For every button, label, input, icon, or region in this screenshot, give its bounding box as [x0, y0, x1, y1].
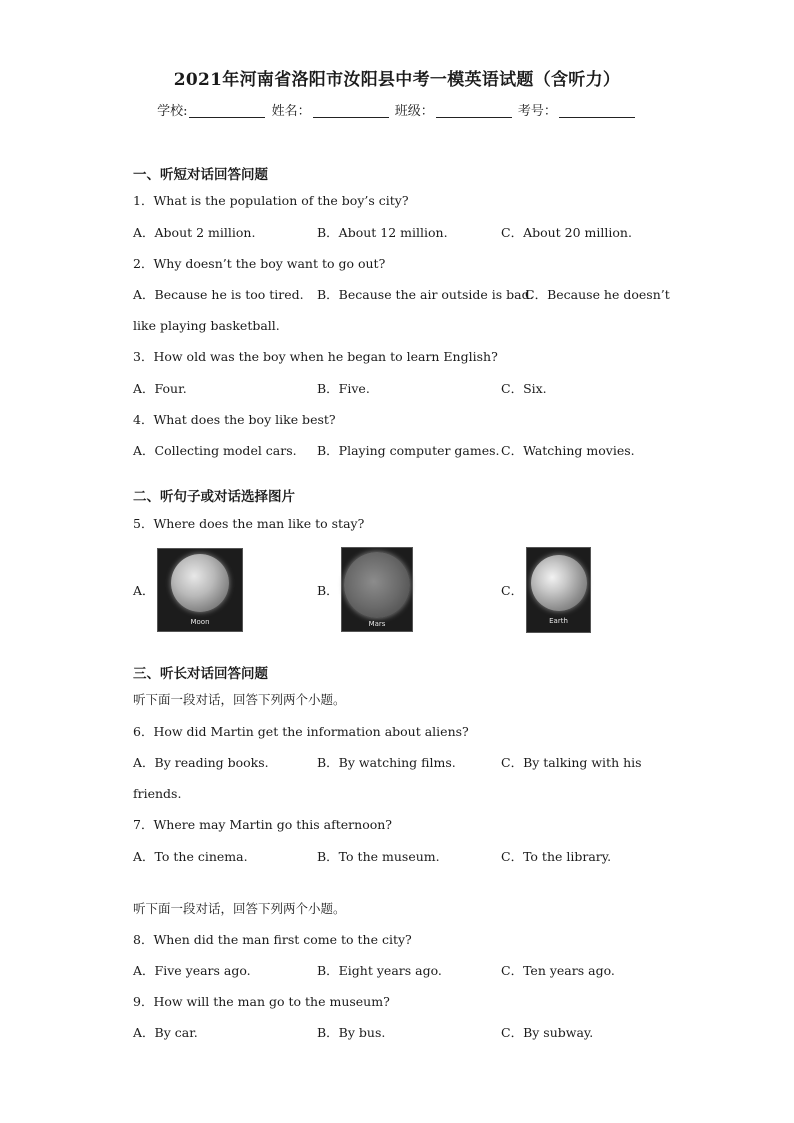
- q3-option-b[interactable]: B．Five.: [317, 381, 370, 396]
- question-9: 9．How will the man go to the museum?: [133, 994, 390, 1009]
- section-heading: 三、听长对话回答问题: [133, 666, 268, 682]
- student-info-line: [0, 102, 794, 122]
- q7-option-a[interactable]: A．To the cinema.: [133, 849, 248, 864]
- section-heading: 二、听句子或对话选择图片: [133, 489, 295, 505]
- q3-option-c[interactable]: C．Six.: [501, 381, 547, 396]
- q4-option-b[interactable]: B．Playing computer games.: [317, 443, 500, 458]
- q7-option-b[interactable]: B．To the museum.: [317, 849, 440, 864]
- school-label: 学校:: [157, 104, 188, 119]
- q4-option-a[interactable]: A．Collecting model cars.: [133, 443, 297, 458]
- question-6: 6．How did Martin get the information about aliens?: [133, 724, 469, 739]
- moon-image: [171, 554, 229, 612]
- q7-option-c[interactable]: C．To the library.: [501, 849, 612, 864]
- question-8: 8．When did the man first come to the city?: [133, 932, 412, 947]
- moon-picture[interactable]: [157, 548, 243, 632]
- class-label: 班级：: [394, 104, 434, 119]
- picture-caption: Earth: [549, 617, 568, 625]
- q8-option-a[interactable]: A．Five years ago.: [133, 963, 251, 978]
- q6-option-b[interactable]: B．By watching films.: [317, 755, 456, 770]
- q8-option-b[interactable]: B．Eight years ago.: [317, 963, 442, 978]
- q4-option-c[interactable]: C．Watching movies.: [501, 443, 635, 458]
- earth-image: [531, 555, 587, 611]
- picture-caption: Mars: [368, 619, 386, 628]
- q1-option-c[interactable]: C．About 20 million.: [501, 225, 632, 240]
- q9-option-a[interactable]: A．By car.: [133, 1025, 198, 1040]
- exam-no-label: 考号：: [517, 104, 557, 119]
- q2-option-c[interactable]: C．Because he doesn’t: [525, 287, 670, 302]
- question-4: 4．What does the boy like best?: [133, 412, 336, 427]
- mars-picture[interactable]: [341, 547, 413, 632]
- question-2: 2．Why doesn’t the boy want to go out?: [133, 256, 386, 271]
- q5-option-a[interactable]: A．: [133, 583, 155, 598]
- name-label: 姓名：: [271, 104, 311, 119]
- q9-option-b[interactable]: B．By bus.: [317, 1025, 386, 1040]
- q9-option-c[interactable]: C．By subway.: [501, 1025, 594, 1040]
- q8-option-c[interactable]: C．Ten years ago.: [501, 963, 615, 978]
- dialogue-intro: 听下面一段对话，回答下列两个小题。: [133, 901, 346, 916]
- q3-option-a[interactable]: A．Four.: [133, 381, 187, 396]
- q5-option-b[interactable]: B．: [317, 583, 339, 598]
- q5-option-c[interactable]: C．: [501, 583, 524, 598]
- question-3: 3．How old was the boy when he began to learn English?: [133, 349, 498, 364]
- exam-no-blank[interactable]: [559, 103, 635, 118]
- name-blank[interactable]: [313, 103, 389, 118]
- q2-option-b[interactable]: B．Because the air outside is bad.: [317, 287, 534, 302]
- q2-option-c-continued: like playing basketball.: [133, 318, 280, 333]
- q1-option-a[interactable]: A．About 2 million.: [133, 225, 256, 240]
- school-blank[interactable]: [189, 103, 265, 118]
- q6-option-c[interactable]: C．By talking with his: [501, 755, 642, 770]
- q6-option-c-continued: friends.: [133, 786, 182, 801]
- earth-picture[interactable]: [526, 547, 591, 633]
- picture-caption: Moon: [190, 618, 210, 626]
- question-5: 5．Where does the man like to stay?: [133, 516, 365, 531]
- dialogue-intro: 听下面一段对话，回答下列两个小题。: [133, 692, 346, 707]
- question-1: 1．What is the population of the boy’s city?: [133, 193, 409, 208]
- section-heading: 一、听短对话回答问题: [133, 167, 268, 183]
- question-7: 7．Where may Martin go this afternoon?: [133, 817, 392, 832]
- mars-image: [344, 552, 410, 618]
- q1-option-b[interactable]: B．About 12 million.: [317, 225, 448, 240]
- q6-option-a[interactable]: A．By reading books.: [133, 755, 269, 770]
- page-title: 2021年河南省洛阳市汝阳县中考一模英语试题（含听力）: [173, 70, 621, 90]
- q2-option-a[interactable]: A．Because he is too tired.: [133, 287, 304, 302]
- class-blank[interactable]: [436, 103, 512, 118]
